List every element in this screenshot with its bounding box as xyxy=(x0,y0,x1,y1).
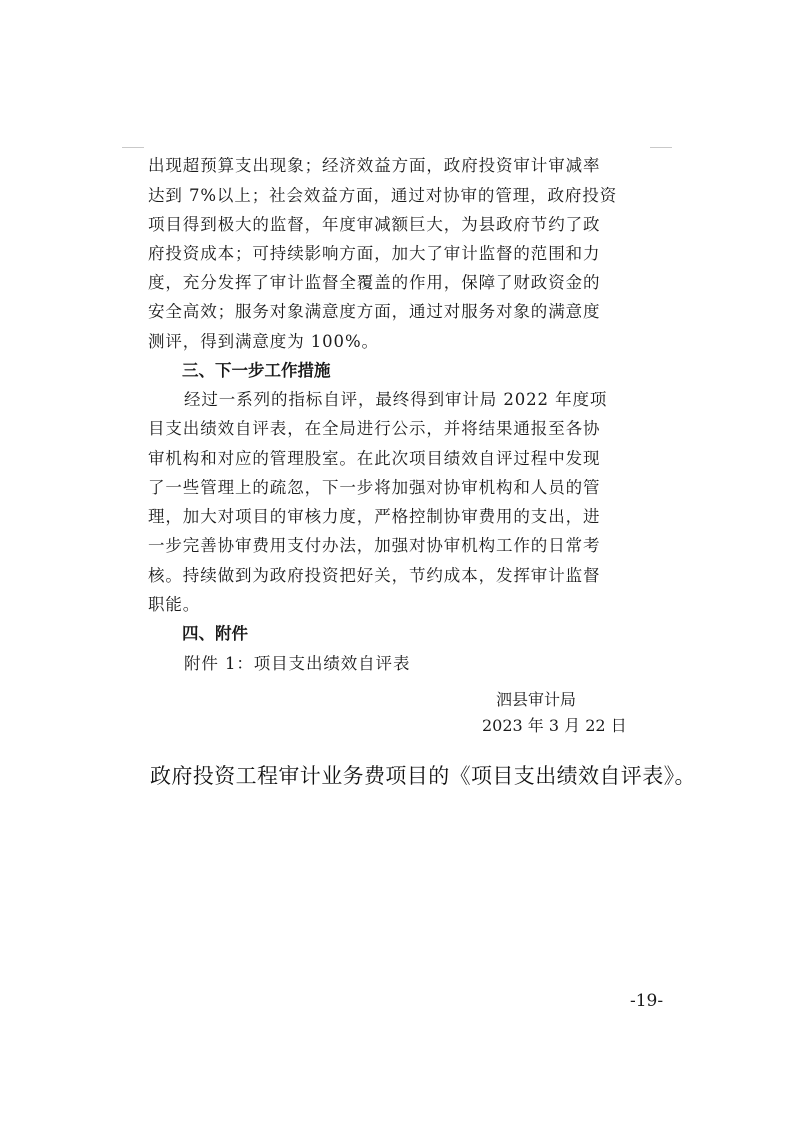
section-heading-attachments: 四、附件 xyxy=(182,624,248,643)
body-line: 审机构和对应的管理股室。在此次项目绩效自评过程中发现 xyxy=(148,449,601,468)
header-rule-right xyxy=(650,147,672,148)
signature-date: 2023 年 3 月 22 日 xyxy=(482,716,627,735)
body-line: 一步完善协审费用支付办法，加强对协审机构工作的日常考 xyxy=(148,536,601,555)
body-line: 项目得到极大的监督，年度审减额巨大，为县政府节约了政 xyxy=(148,215,601,234)
body-line: 了一些管理上的疏忽，下一步将加强对协审机构和人员的管 xyxy=(148,478,601,497)
caption-text: 政府投资工程审计业务费项目的《项目支出绩效自评表》。 xyxy=(150,764,696,788)
attachment-item: 附件 1：项目支出绩效自评表 xyxy=(184,654,411,673)
body-line: 理，加大对项目的审核力度，严格控制协审费用的支出，进 xyxy=(148,507,601,526)
header-rule-left xyxy=(122,147,144,148)
body-line: 核。持续做到为政府投资把好关，节约成本，发挥审计监督 xyxy=(148,566,601,585)
body-line: 度，充分发挥了审计监督全覆盖的作用，保障了财政资金的 xyxy=(148,273,601,292)
section-heading-next-steps: 三、下一步工作措施 xyxy=(182,361,331,380)
body-line: 测评，得到满意度为 100%。 xyxy=(148,332,379,351)
body-line: 目支出绩效自评表，在全局进行公示，并将结果通报至各协 xyxy=(148,419,601,438)
body-line: 府投资成本；可持续影响方面，加大了审计监督的范围和力 xyxy=(148,244,601,263)
body-line: 经过一系列的指标自评，最终得到审计局 2022 年度项 xyxy=(184,390,608,409)
body-line: 安全高效；服务对象满意度方面，通过对服务对象的满意度 xyxy=(148,302,601,321)
body-line: 职能。 xyxy=(148,595,201,614)
page-number: -19- xyxy=(630,991,664,1011)
body-line: 出现超预算支出现象；经济效益方面，政府投资审计审减率 xyxy=(148,156,601,175)
signature-organization: 泗县审计局 xyxy=(496,690,577,709)
body-line: 达到 7%以上；社会效益方面，通过对协审的管理，政府投资 xyxy=(148,186,618,205)
